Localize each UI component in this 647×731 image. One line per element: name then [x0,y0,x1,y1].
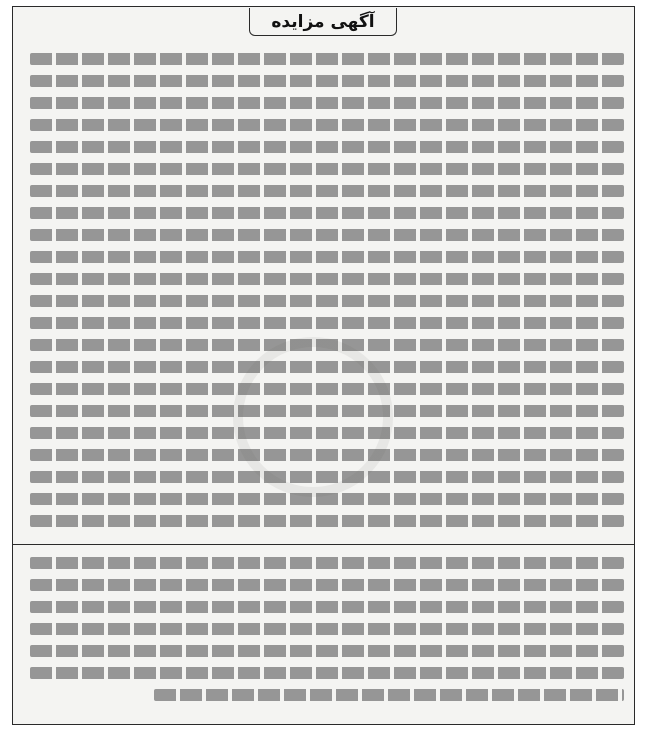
body-line-placeholder [30,601,624,613]
section-divider [13,544,634,545]
body-line-placeholder [30,623,624,635]
body-line-placeholder [30,645,624,657]
body-line-placeholder [30,383,624,395]
body-line-placeholder [30,163,624,175]
body-line-placeholder [30,119,624,131]
body-line-placeholder [30,97,624,109]
body-line-placeholder [30,141,624,153]
body-line-placeholder [30,185,624,197]
body-line-placeholder [30,471,624,483]
body-line-placeholder [30,75,624,87]
body-line-placeholder [30,449,624,461]
body-line-placeholder [30,295,624,307]
body-line-placeholder [30,405,624,417]
body-line-placeholder [30,273,624,285]
body-line-placeholder [154,689,624,701]
body-line-placeholder [30,317,624,329]
body-line-placeholder [30,229,624,241]
body-line-placeholder [30,557,624,569]
body-line-placeholder [30,579,624,591]
title-box [249,8,397,36]
body-line-placeholder [30,361,624,373]
body-line-placeholder [30,427,624,439]
auction-notice-clipping [12,6,635,725]
notice-title: آگهی مزایده [271,11,375,32]
body-line-placeholder [30,207,624,219]
body-line-placeholder [30,251,624,263]
body-line-placeholder [30,493,624,505]
body-line-placeholder [30,53,624,65]
body-line-placeholder [30,515,624,527]
body-line-placeholder [30,339,624,351]
body-line-placeholder [30,667,624,679]
